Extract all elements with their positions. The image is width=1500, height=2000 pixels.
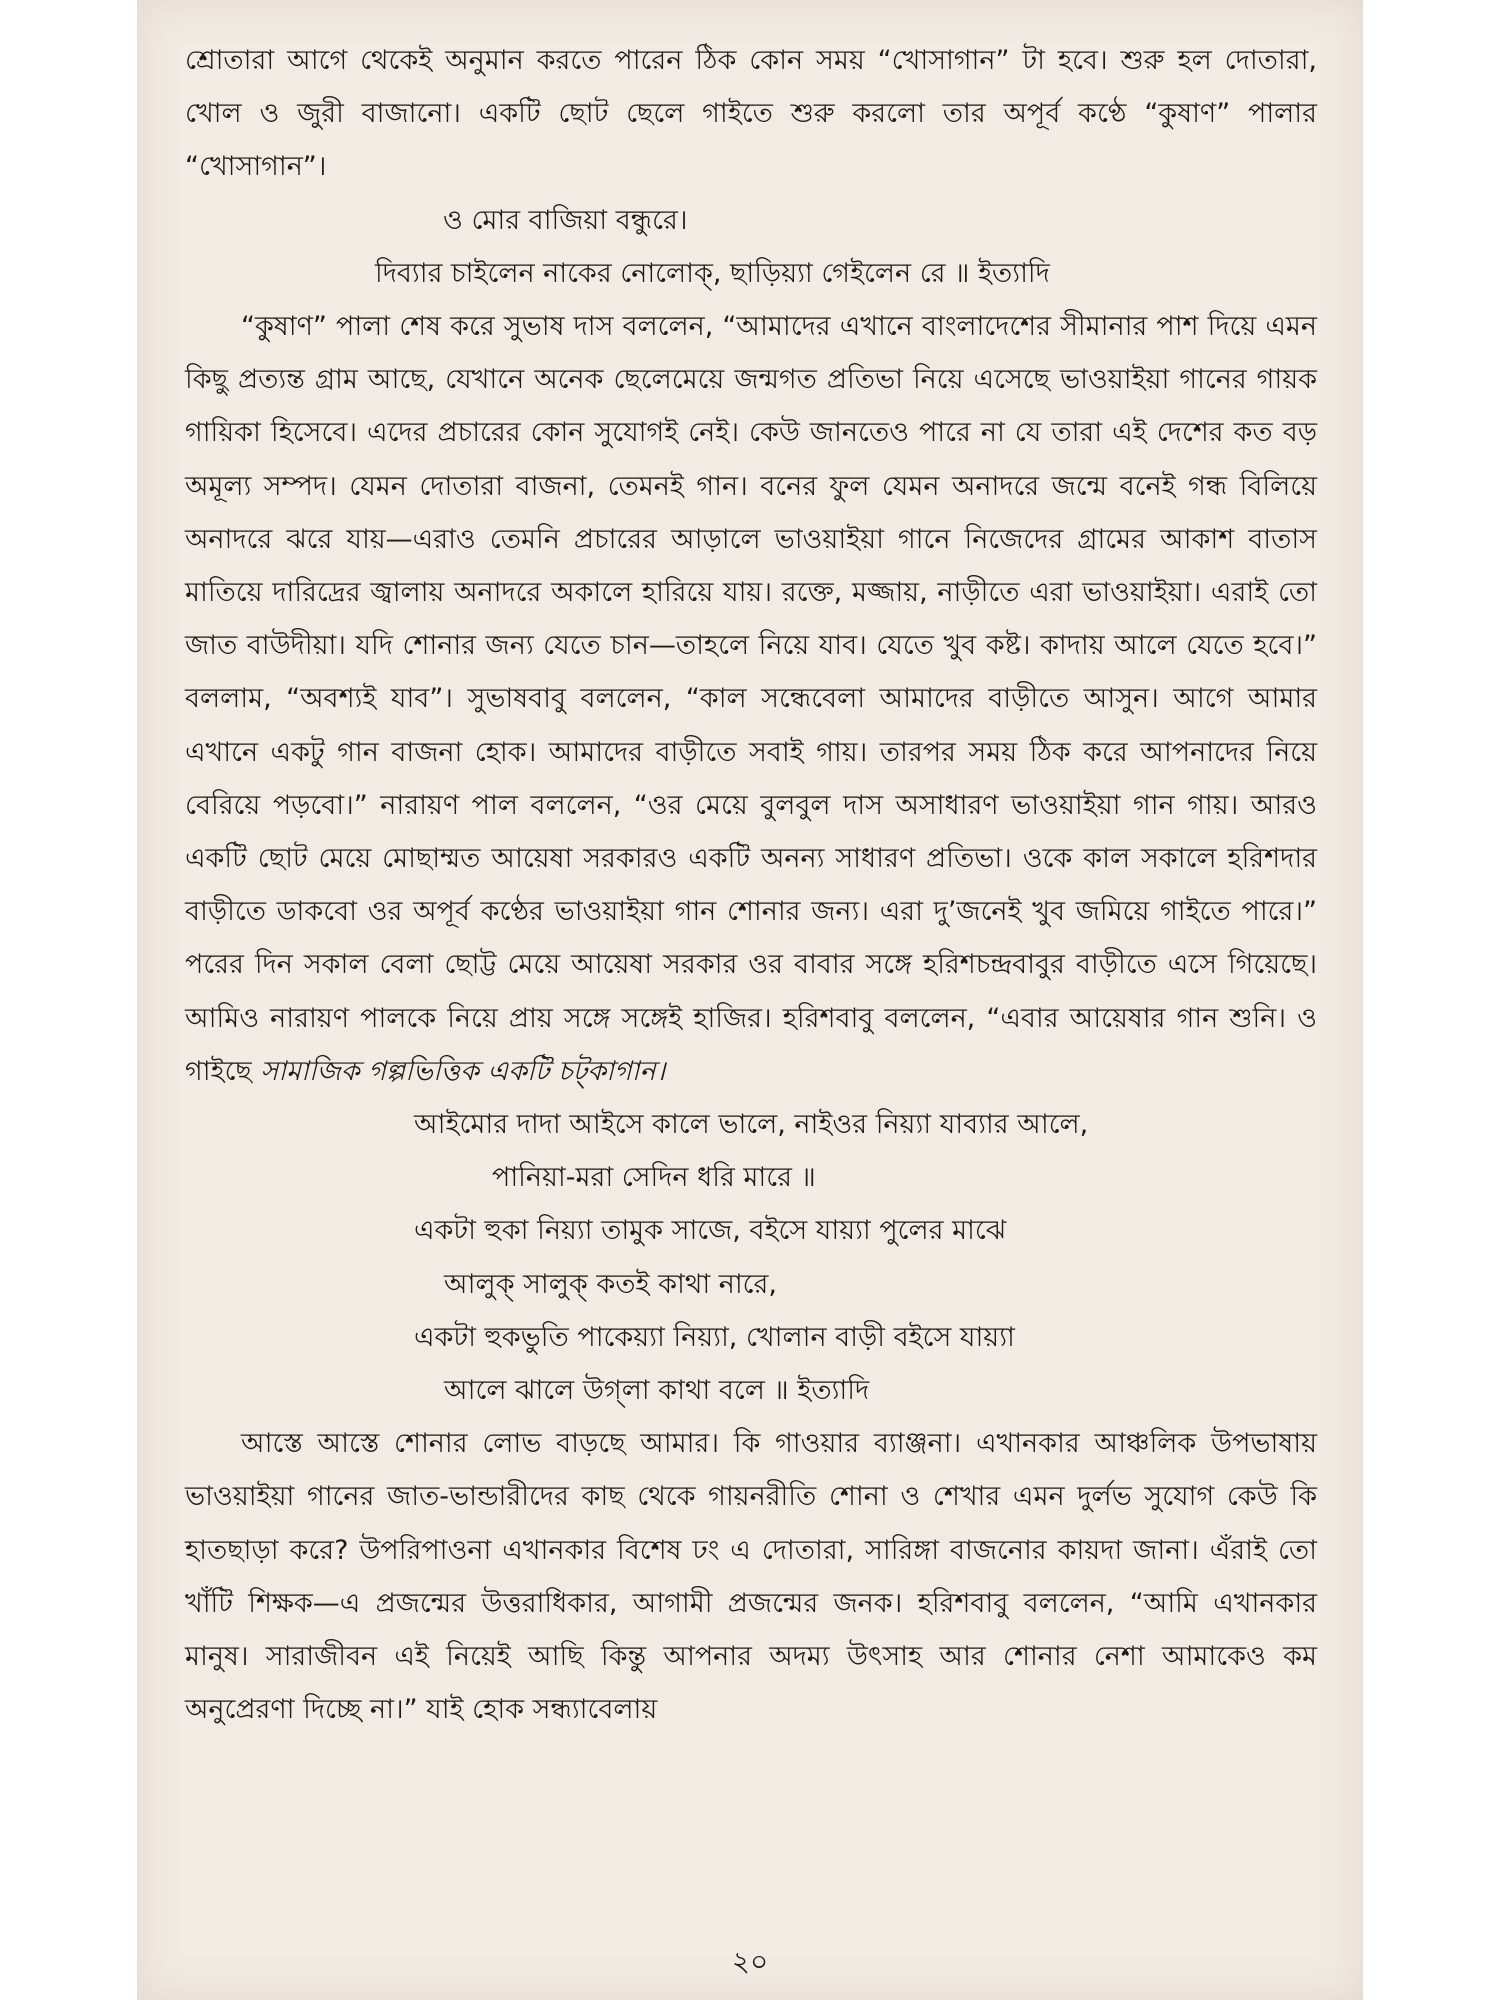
verse-line: একটা হুকভুতি পাকেয়্যা নিয়্যা, খোলান বাড়ী বইসে যায়্যা <box>414 1321 1015 1353</box>
verse-line: দিব্যার চাইলেন নাকের নোলোক্‌, ছাড়িয়্যা গেইলেন রে ॥ ইত্যাদি <box>375 257 1050 289</box>
page-number: ২০ <box>731 1945 769 1978</box>
verse-line: আলে ঝালে উগ্‌লা কাথা বলে ॥ ইত্যাদি <box>444 1375 870 1407</box>
verse-block-2 <box>185 1098 1317 1417</box>
book-page <box>137 0 1363 2000</box>
verse-line: আইমোর দাদা আইসে কালে ভালে, নাইওর নিয়্যা যাব্যার আলে, <box>414 1109 1089 1141</box>
verse-block-1 <box>185 194 1317 300</box>
paragraph-2 <box>185 300 1317 1098</box>
paragraph-2-text: “কুষাণ” পালা শেষ করে সুভাষ দাস বললেন, “আমাদের এখানে বাংলাদেশের সীমানার পাশ দিয়ে এমন কিছু প্রত্যন্ত গ্রাম আছে, যেখানে অনেক ছেলেমেয়ে জন্মগত প্রতিভা নিয়ে এসেছে ভাওয়াইয়া গানের গায়ক গায়িকা হিসেবে। এদের প্রচারের কোন সুযোগই নেই। কেউ জানতেও পারে না যে তারা এই দেশের কত বড় অমূল্য সম্পদ। যেমন দোতারা বাজনা, তেমনই গান। বনের ফুল যেমন অনাদরে জন্মে বনেই গন্ধ বিলিয়ে অনাদরে ঝরে যায়—এরাও তেমনি প্রচারের আড়ালে ভাওয়াইয়া গানে নিজেদের গ্রামের আকাশ বাতাস মাতিয়ে দারিদ্রের জ্বালায় অনাদরে অকালে হারিয়ে যায়। রক্তে, মজ্জায়, নাড়ীতে এরা ভাওয়াইয়া। এরাই তো জাত বাউদীয়া। যদি শোনার জন্য যেতে চান—তাহলে নিয়ে যাব। যেতে খুব কষ্ট। কাদায় আলে যেতে হবে।” বললাম, “অবশ্যই যাব”। সুভাষবাবু বললেন, “কাল সন্ধেবেলা আমাদের বাড়ীতে আসুন। আগে আমার এখানে একটু গান বাজনা হোক। আমাদের বাড়ীতে সবাই গায়। তারপর সময় ঠিক করে আপনাদের নিয়ে বেরিয়ে পড়বো।” নারায়ণ পাল বললেন, “ওর মেয়ে বুলবুল দাস অসাধারণ ভাওয়াইয়া গান গায়। আরও একটি ছোট মেয়ে মোছাম্মত আয়েষা সরকারও একটি অনন্য সাধারণ প্রতিভা। ওকে কাল সকালে হরিশদার বাড়ীতে ডাকবো ওর অপূর্ব কণ্ঠের ভাওয়াইয়া গান শোনার জন্য। এরা দু’জনেই খুব জমিয়ে গাইতে পারে।” পরের দিন সকাল বেলা ছোট্ট মেয়ে আয়েষা সরকার ওর বাবার সঙ্গে হরিশচন্দ্রবাবুর বাড়ীতে এসে গিয়েছে। আমিও নারায়ণ পালকে নিয়ে প্রায় সঙ্গে সঙ্গেই হাজির। হরিশবাবু বললেন, “এবার আয়েষার গান শুনি। ও গাইছে <box>185 311 1317 1087</box>
verse-line: ও মোর বাজিয়া বন্ধুরে। <box>443 204 688 236</box>
verse-line: আলুক্‌ সালুক্‌ কতই কাথা নারে, <box>444 1268 777 1300</box>
verse-line: একটা হুকা নিয়্যা তামুক সাজে, বইসে যায়্যা পুলের মাঝে <box>414 1215 1007 1247</box>
paragraph-2-italic: সামাজিক গল্পভিত্তিক একটি চট্‌কাগান। <box>260 1055 666 1087</box>
paragraph-3: আস্তে আস্তে শোনার লোভ বাড়ছে আমার। কি গাওয়ার ব্যাঞ্জনা। এখানকার আঞ্চলিক উপভাষায় ভাওয়াইয়া গানের জাত-ভান্ডারীদের কাছ থেকে গায়নরীতি শোনা ও শেখার এমন দুর্লভ সুযোগ কেউ কি হাতছাড়া করে? উপরিপাওনা এখানকার বিশেষ ঢং এ দোতারা, সারিঙ্গা বাজনোর কায়দা জানা। এঁরাই তো খাঁটি শিক্ষক—এ প্রজন্মের উত্তরাধিকার, আগামী প্রজন্মের জনক। হরিশবাবু বললেন, “আমি এখানকার মানুষ। সারাজীবন এই নিয়েই আছি কিন্তু আপনার অদম্য উৎসাহ আর শোনার নেশা আমাকেও কম অনুপ্রেরণা দিচ্ছে না।” যাই হোক সন্ধ্যাবেলায় <box>185 1428 1317 1726</box>
page-body <box>185 34 1317 1737</box>
paragraph-1: শ্রোতারা আগে থেকেই অনুমান করতে পারেন ঠিক কোন সময় “খোসাগান” টা হবে। শুরু হল দোতারা, খোল ও জুরী বাজানো। একটি ছোট ছেলে গাইতে শুরু করলো তার অপূর্ব কণ্ঠে “কুষাণ” পালার “খোসাগান”। <box>185 45 1317 183</box>
verse-line: পানিয়া-মরা সেদিন ধরি মারে ॥ <box>492 1162 816 1194</box>
